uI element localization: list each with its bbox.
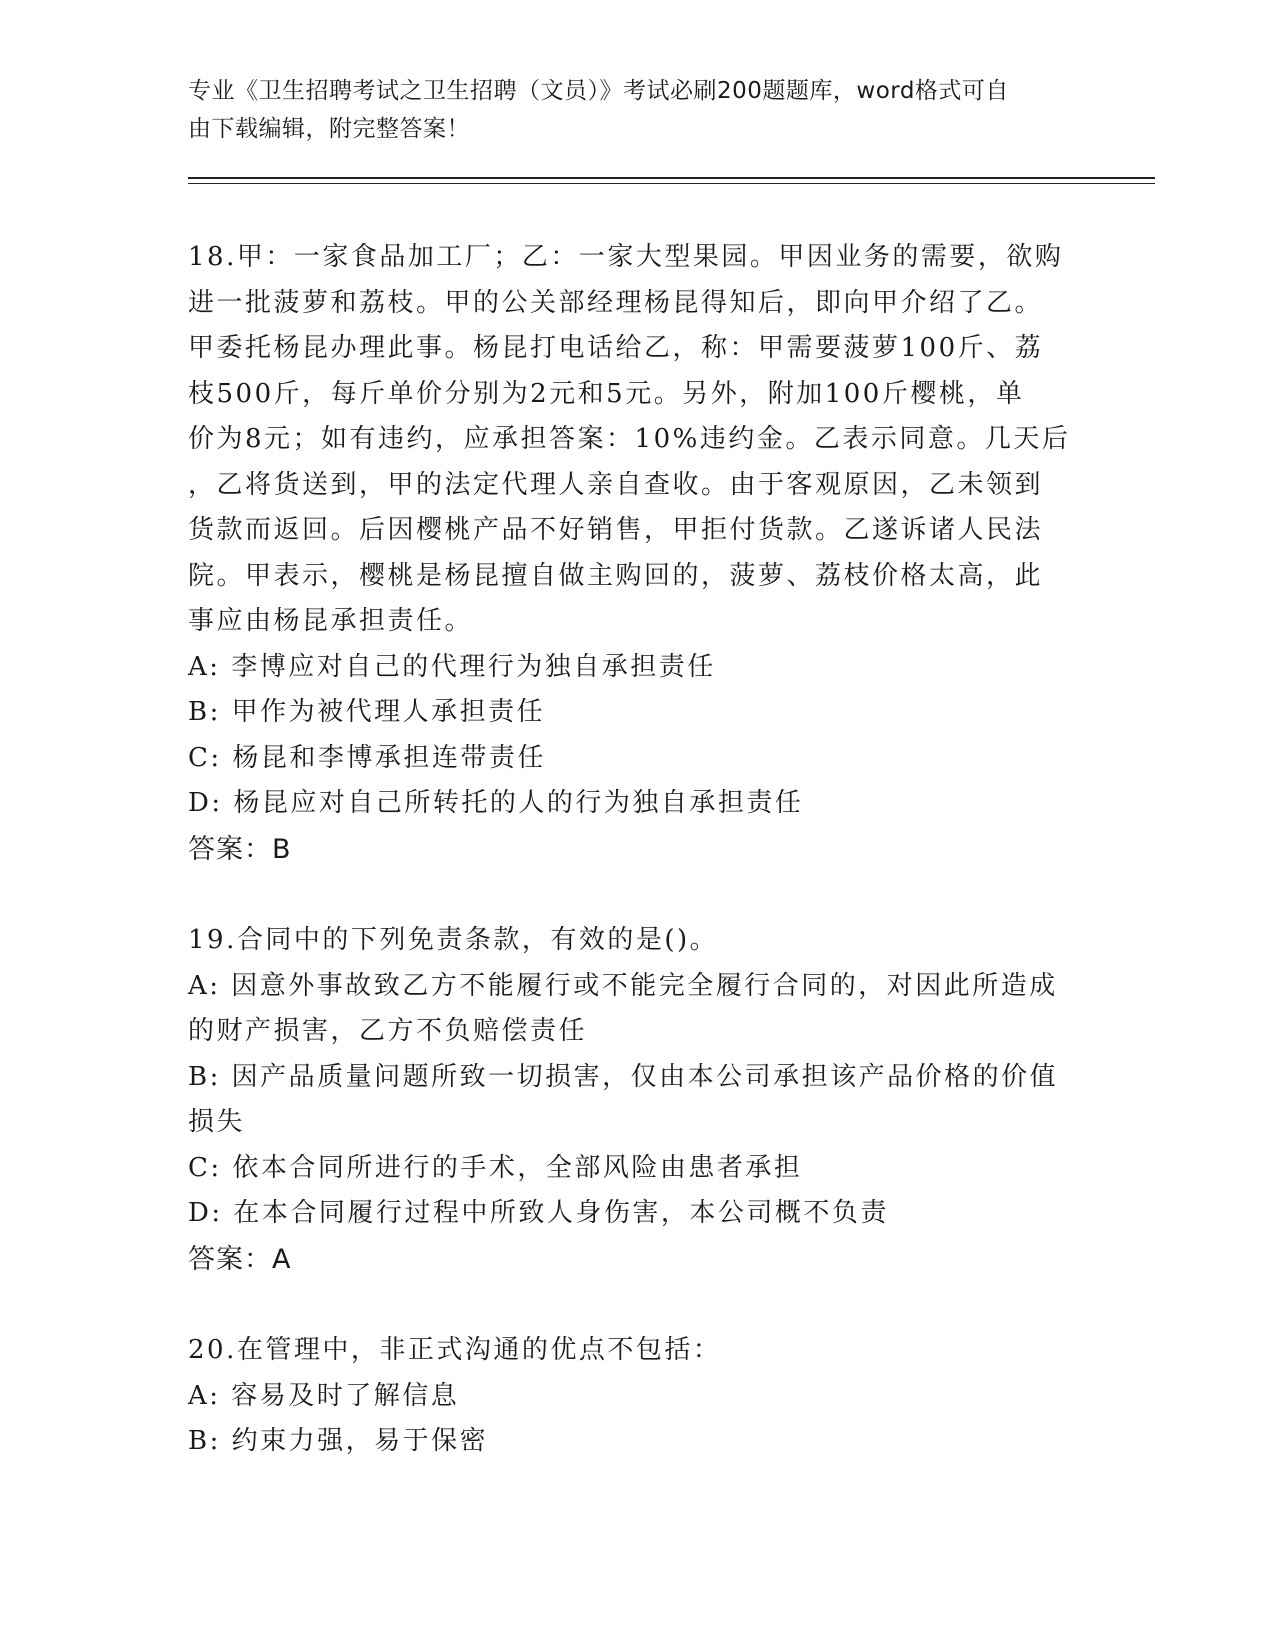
- question-text-line: 19.合同中的下列免责条款，有效的是()。: [188, 925, 719, 955]
- option-d: D: 在本合同履行过程中所致人身伤害，本公司概不负责: [188, 1198, 889, 1228]
- question-text-line: 甲委托杨昆办理此事。杨昆打电话给乙，称：甲需要菠萝100斤、荔: [188, 333, 1044, 363]
- option-a: A: 因意外事故致乙方不能履行或不能完全履行合同的，对因此所造成: [188, 970, 1058, 1001]
- question-text-line: 价为8元；如有违约，应承担答案：10%违约金。乙表示同意。几天后: [188, 424, 1071, 454]
- option-b-continued: 损失: [188, 1107, 246, 1137]
- header-rule-thin: [188, 183, 1155, 184]
- option-a: A: 容易及时了解信息: [188, 1380, 460, 1411]
- question-text-line: 20.在管理中，非正式沟通的优点不包括：: [188, 1335, 722, 1365]
- option-a-continued: 的财产损害，乙方不负赔偿责任: [188, 1016, 588, 1046]
- option-a: A: 李博应对自己的代理行为独自承担责任: [188, 651, 716, 682]
- document-header: [188, 72, 1068, 148]
- question-text-line: 院。甲表示，樱桃是杨昆擅自做主购回的，菠萝、荔枝价格太高，此: [188, 560, 1044, 591]
- question-text-line: 货款而返回。后因樱桃产品不好销售，甲拒付货款。乙遂诉诸人民法: [188, 515, 1044, 545]
- option-b: B: 因产品质量问题所致一切损害，仅由本公司承担该产品价格的价值: [188, 1061, 1059, 1092]
- header-line: 专业《卫生招聘考试之卫生招聘（文员）》考试必刷200题题库，word格式可自: [188, 78, 1009, 104]
- header-line: 由下载编辑，附完整答案！: [188, 116, 470, 142]
- question-20: [188, 1328, 1078, 1465]
- question-18: [188, 235, 1078, 872]
- question-19: [188, 918, 1078, 1282]
- question-text-line: 进一批菠萝和荔枝。甲的公关部经理杨昆得知后，即向甲介绍了乙。: [188, 287, 1044, 318]
- question-text-line: ，乙将货送到，甲的法定代理人亲自查收。由于客观原因，乙未领到: [188, 469, 1044, 500]
- answer: 答案：A: [188, 1243, 292, 1275]
- question-text-line: 事应由杨昆承担责任。: [188, 606, 474, 636]
- question-list: [188, 235, 1078, 1465]
- answer: 答案：B: [188, 833, 292, 865]
- option-b: B: 约束力强，易于保密: [188, 1426, 489, 1456]
- option-b: B: 甲作为被代理人承担责任: [188, 697, 546, 727]
- option-c: C: 杨昆和李博承担连带责任: [188, 742, 546, 773]
- option-d: D: 杨昆应对自己所转托的人的行为独自承担责任: [188, 788, 804, 818]
- question-text-line: 枝500斤，每斤单价分别为2元和5元。另外，附加100斤樱桃，单: [188, 378, 1025, 409]
- header-rule-thick: [188, 177, 1155, 179]
- option-c: C: 依本合同所进行的手术，全部风险由患者承担: [188, 1152, 803, 1183]
- question-text-line: 18.甲：一家食品加工厂；乙：一家大型果园。甲因业务的需要，欲购: [188, 242, 1064, 272]
